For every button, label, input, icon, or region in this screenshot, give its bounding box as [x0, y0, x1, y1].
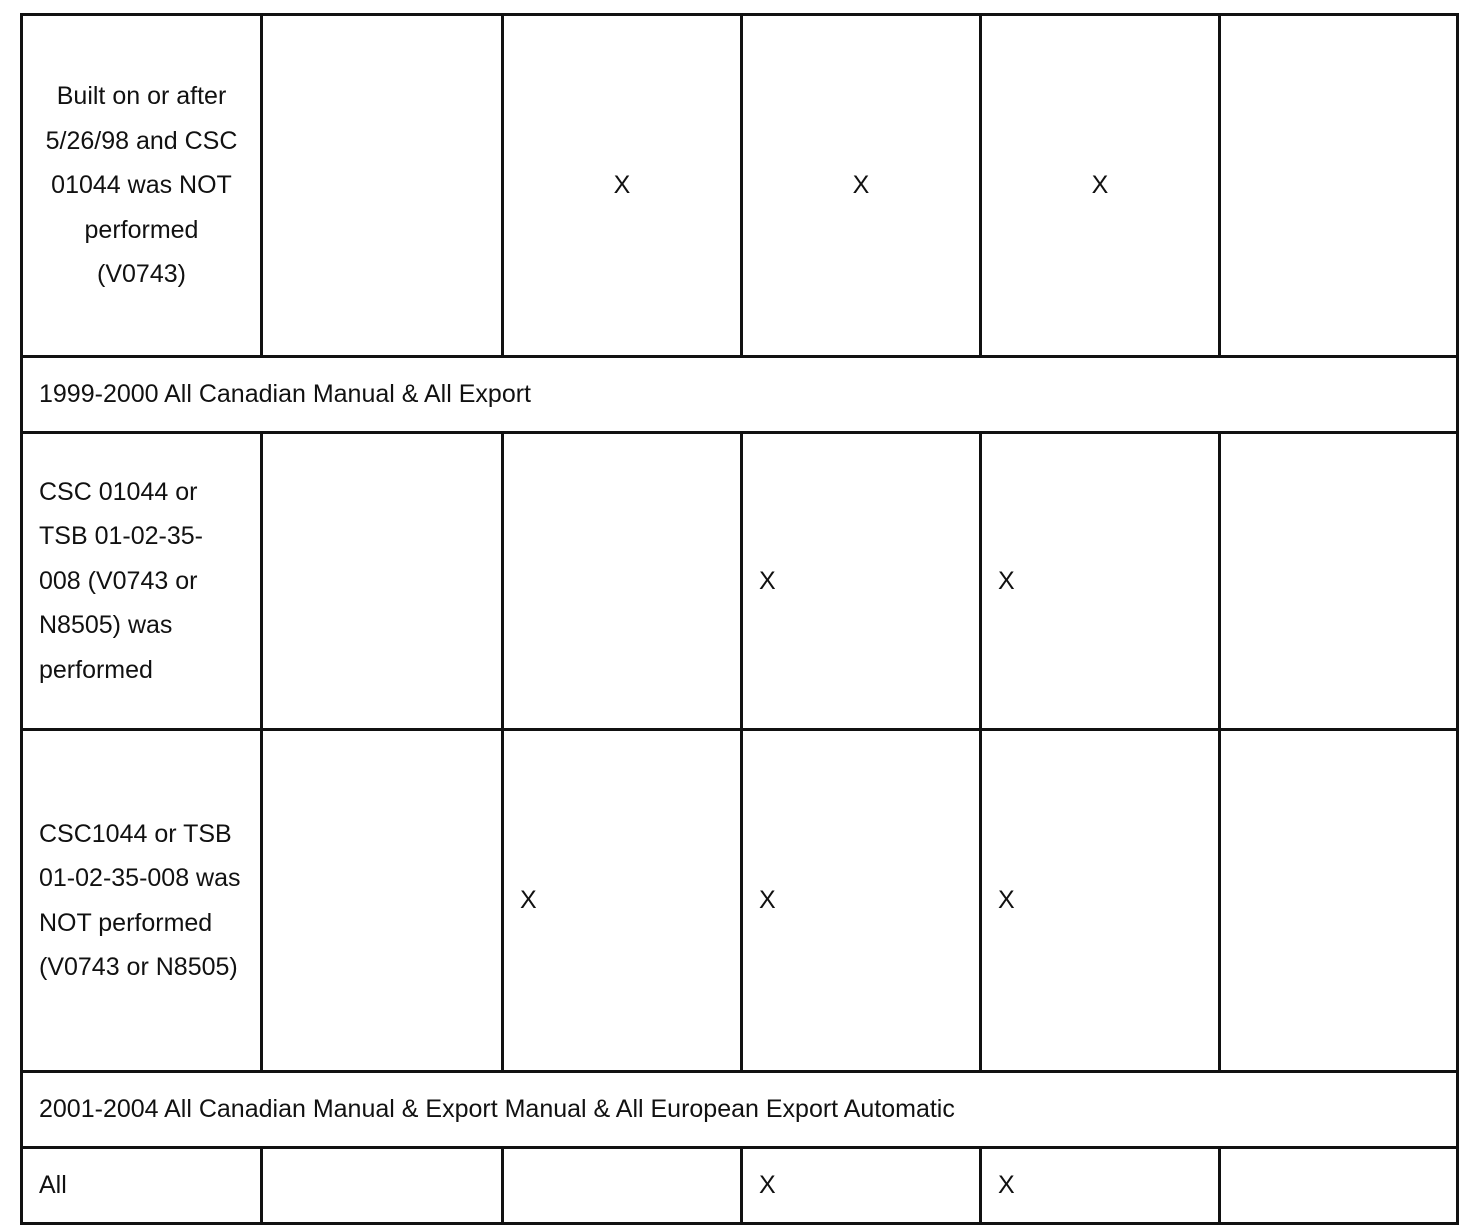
row-label: CSC 01044 or TSB 01-02-35-008 (V0743 or N8505) was performed: [22, 433, 262, 730]
mark-cell: X: [981, 730, 1220, 1072]
mark-cell: [262, 15, 503, 357]
section-header-row: [22, 1072, 1458, 1148]
mark-cell: X: [742, 433, 981, 730]
section-header: 1999-2000 All Canadian Manual & All Export: [22, 357, 1458, 433]
row-label: Built on or after 5/26/98 and CSC 01044 was NOT performed (V0743): [22, 15, 262, 357]
section-header: 2001-2004 All Canadian Manual & Export Manual & All European Export Automatic: [22, 1072, 1458, 1148]
mark-cell: X: [981, 15, 1220, 357]
table-row: [22, 730, 1458, 1072]
mark-cell: X: [981, 1148, 1220, 1224]
mark-cell: [503, 433, 742, 730]
mark-cell: [262, 1148, 503, 1224]
mark-cell: [1220, 730, 1458, 1072]
mark-cell: [1220, 15, 1458, 357]
mark-cell: [1220, 1148, 1458, 1224]
mark-cell: [1220, 433, 1458, 730]
mark-cell: [262, 730, 503, 1072]
mark-cell: [503, 1148, 742, 1224]
mark-cell: X: [503, 730, 742, 1072]
mark-cell: X: [742, 15, 981, 357]
section-header-row: [22, 357, 1458, 433]
mark-cell: [262, 433, 503, 730]
table-row: [22, 433, 1458, 730]
row-label: CSC1044 or TSB 01-02-35-008 was NOT performed (V0743 or N8505): [22, 730, 262, 1072]
row-label: All: [22, 1148, 262, 1224]
applicability-table: [20, 13, 1459, 1225]
table-row: [22, 1148, 1458, 1224]
mark-cell: X: [981, 433, 1220, 730]
table-row: [22, 15, 1458, 357]
mark-cell: X: [742, 730, 981, 1072]
mark-cell: X: [742, 1148, 981, 1224]
mark-cell: X: [503, 15, 742, 357]
